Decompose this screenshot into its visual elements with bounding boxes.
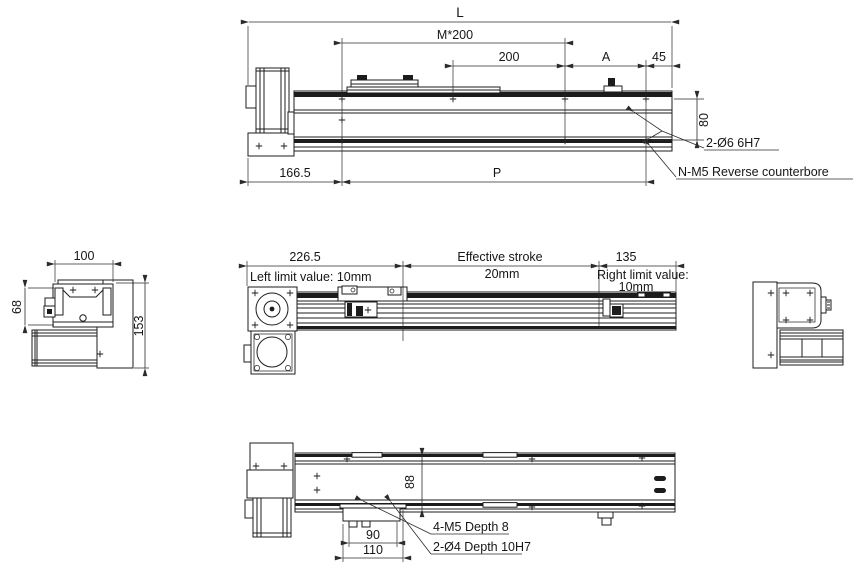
callout-thread-holes: 4-M5 Depth 8 xyxy=(433,520,509,534)
left-end-view xyxy=(10,249,149,368)
bottom-view-sensor xyxy=(598,512,613,525)
right-limit-label-line2: 10mm xyxy=(618,280,654,294)
top-view xyxy=(246,5,853,186)
dim-label-68: 68 xyxy=(10,300,24,314)
callout-counterbore: N-M5 Reverse counterbore xyxy=(678,165,829,179)
dim-label-200: 200 xyxy=(498,50,520,64)
top-view-motor xyxy=(246,68,298,156)
dim-label-153: 153 xyxy=(132,315,146,337)
left-view-motor-connector xyxy=(44,298,55,317)
front-view xyxy=(244,250,689,374)
dim-label-135: 135 xyxy=(615,250,637,264)
callout-pin-holes: 2-Ø4 Depth 10H7 xyxy=(433,540,531,554)
bottom-view xyxy=(245,443,675,562)
front-view-motor xyxy=(244,331,295,374)
dim-label-A: A xyxy=(601,50,611,64)
right-view-carriage xyxy=(777,283,831,328)
front-view-pulley-housing xyxy=(248,287,297,331)
top-view-rail-body xyxy=(294,91,672,151)
bottom-view-motor xyxy=(245,443,293,537)
bottom-view-rail-body xyxy=(295,453,675,512)
dim-label-45: 45 xyxy=(652,50,666,64)
left-view-rail-section xyxy=(32,330,97,366)
dim-label-100: 100 xyxy=(73,249,95,263)
stroke-label: Effective stroke xyxy=(457,250,543,264)
dim-label-80: 80 xyxy=(697,113,711,127)
callout-dowel-holes: 2-Ø6 6H7 xyxy=(706,136,761,150)
dim-label-166-5: 166.5 xyxy=(279,166,311,180)
dim-label-P: P xyxy=(492,166,502,180)
right-end-view xyxy=(753,282,843,368)
dim-label-90: 90 xyxy=(366,528,380,542)
stroke-value: 20mm xyxy=(484,267,520,281)
left-limit-label: Left limit value: 10mm xyxy=(250,270,372,284)
right-view-rail-section xyxy=(780,330,843,365)
right-limit-label-line1: Right limit value: xyxy=(597,268,689,282)
dim-label-M200: M*200 xyxy=(436,28,474,42)
top-view-carriage xyxy=(347,75,500,93)
dim-label-L: L xyxy=(456,5,464,20)
dim-label-88: 88 xyxy=(403,475,417,489)
dim-label-110: 110 xyxy=(363,543,383,557)
top-view-limit-dog xyxy=(604,78,622,92)
bottom-view-carriage xyxy=(340,504,406,527)
dim-label-226-5: 226.5 xyxy=(289,250,321,264)
